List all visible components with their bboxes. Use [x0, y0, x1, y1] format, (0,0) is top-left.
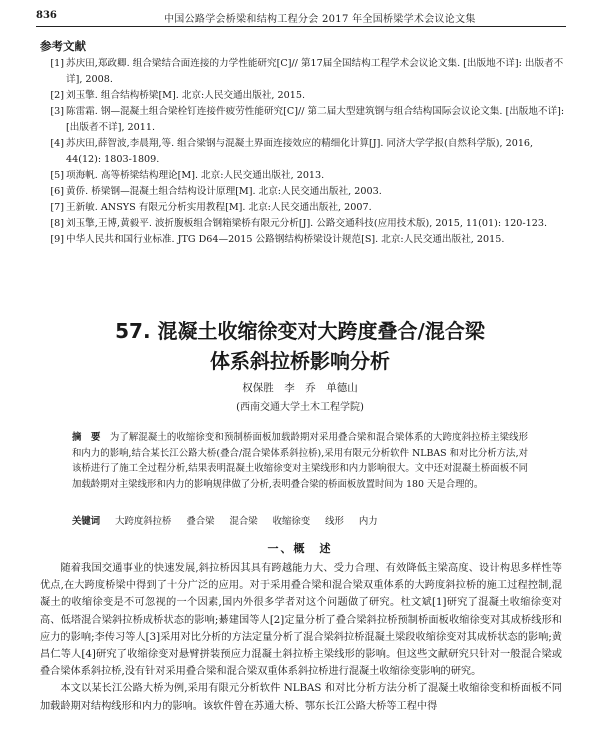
keyword: 线形 — [325, 516, 344, 527]
section-heading: 一、概 述 — [267, 542, 333, 555]
abstract-label: 摘 要 — [72, 432, 101, 443]
reference-text: 刘玉擎. 组合结构桥梁[M]. 北京:人民交通出版社, 2015. — [66, 90, 305, 101]
keywords-label: 关键词 — [72, 516, 101, 527]
affiliation: (西南交通大学土木工程学院) — [236, 402, 364, 413]
reference-text: 黄侨. 桥梁钢—混凝土组合结构设计原理[M]. 北京:人民交通出版社, 2003. — [66, 186, 382, 197]
reference-item — [36, 232, 566, 248]
keyword: 大跨度斜拉桥 — [115, 516, 172, 527]
reference-number: [9] — [50, 234, 64, 245]
references-heading: 参考文献 — [40, 39, 86, 53]
reference-number: [8] — [50, 218, 64, 229]
reference-number: [5] — [50, 170, 64, 181]
reference-item — [36, 216, 566, 232]
reference-text: 项海帆. 高等桥梁结构理论[M]. 北京:人民交通出版社, 2013. — [66, 170, 325, 181]
keyword: 混合梁 — [229, 516, 258, 527]
reference-number: [2] — [50, 90, 64, 101]
reference-number: [1] — [50, 58, 64, 69]
paragraph: 本文以某长江公路大桥为例,采用有限元分析软件 NLBAS 和对比分析方法分析了混凝土收缩徐变和桥面板不同加载龄期对结构线形和内力的影响。该软件曾在苏通大桥、鄂东长江公路大桥等工程中得 — [40, 683, 562, 712]
reference-number: [4] — [50, 138, 64, 149]
keyword: 内力 — [358, 516, 378, 527]
keyword: 收缩徐变 — [272, 516, 311, 527]
reference-item — [36, 168, 566, 184]
reference-text: 刘玉擎,王博,黄毅平. 波折腹板组合钢箱梁桥有限元分析[J]. 公路交通科技(应用技术版), 2015, 11(01): 120-123. — [66, 218, 548, 229]
reference-item — [36, 104, 566, 136]
reference-number: [6] — [50, 186, 64, 197]
reference-item — [36, 136, 566, 168]
reference-text: 中华人民共和国行业标准. JTG D64—2015 公路钢结构桥梁设计规范[S]. 北京:人民交通出版社, 2015. — [66, 234, 505, 245]
reference-item — [36, 56, 566, 88]
keyword: 叠合梁 — [186, 516, 215, 527]
article-title — [0, 316, 600, 376]
reference-item — [36, 200, 566, 216]
body-text — [40, 560, 562, 715]
reference-text: 王新敏. ANSYS 有限元分析实用教程[M]. 北京:人民交通出版社, 2007. — [66, 202, 372, 213]
abstract-text: 为了解混凝土的收缩徐变和预制桥面板加载龄期对采用叠合梁和混合梁体系的大跨度斜拉桥主梁线形和内力的影响,结合某长江公路大桥(叠合/混合梁体系斜拉桥),采用有限元分析软件 NLBAS 和对比分析方法,对该桥进行了施工全过程分析,结果表明混凝土收缩徐变对主梁线形和内力影响很大。文中还对混凝土桥面板不同加载龄期对主梁线形和内力的影响规律做了分析,表明叠合梁的桥面板放置时间为 180 天是合理的。 — [72, 432, 528, 490]
keywords — [72, 513, 528, 527]
abstract — [72, 430, 528, 492]
reference-number: [7] — [50, 202, 64, 213]
reference-text: 苏庆田,郑政卿. 组合梁结合面连接的力学性能研究[C]// 第17届全国结构工程学术会议论文集. [出版地不详]: 出版者不详], 2008. — [66, 58, 564, 85]
reference-item — [36, 88, 566, 104]
page-number: 836 — [36, 10, 57, 21]
reference-list — [36, 56, 566, 248]
paragraph: 随着我国交通事业的快速发展,斜拉桥因其具有跨越能力大、受力合理、有效降低主梁高度、设计构思多样性等优点,在大跨度桥梁中得到了十分广泛的应用。对于采用叠合梁和混合梁双重体系的大跨度斜拉桥的施工过程控制,混凝土的收缩徐变是不可忽视的一个因素,国内外很多学者对这个问题做了研究。杜文斌[1]研究了混凝土收缩徐变对高、低塔混合梁斜拉桥成桥状态的影响;綦建国等人[2]定量分析了叠合梁斜拉桥预制桥面板收缩徐变对其成桥线形和应力的影响;李传习等人[3]采用对比分析的方法定量分析了混合梁斜拉桥混凝土梁段收缩徐变对其成桥状态的影响;黄昌仁等人[4]研究了收缩徐变对悬臂拼装预应力混凝土斜拉桥主梁线形的影响。但这些文献研究只针对一般混合梁或叠合梁体系斜拉桥,没有针对采用叠合梁和混合梁双重体系斜拉桥进行混凝土收缩徐变影响的研究。 — [40, 563, 562, 678]
article-title-line-2: 体系斜拉桥影响分析 — [210, 349, 390, 373]
reference-number: [3] — [50, 106, 64, 117]
conference-title: 中国公路学会桥梁和结构工程分会 2017 年全国桥梁学术会议论文集 — [164, 14, 476, 25]
reference-item — [36, 184, 566, 200]
reference-text: 苏庆田,薛智波,李晨翔,等. 组合梁钢与混凝土界面连接效应的精细化计算[J]. 同济大学学报(自然科学版), 2016, 44(12): 1803-1809. — [66, 138, 534, 165]
running-header — [36, 8, 566, 27]
reference-text: 陈雷霜. 钢—混凝土组合梁栓钉连接件疲劳性能研究[C]// 第二届大型建筑钢与组合结构国际会议论文集. [出版地不详]: [出版者不详], 2011. — [66, 106, 565, 133]
authors: 权保胜 李 乔 单德山 — [242, 382, 358, 394]
article-title-line-1: 57. 混凝土收缩徐变对大跨度叠合/混合梁 — [115, 319, 485, 343]
